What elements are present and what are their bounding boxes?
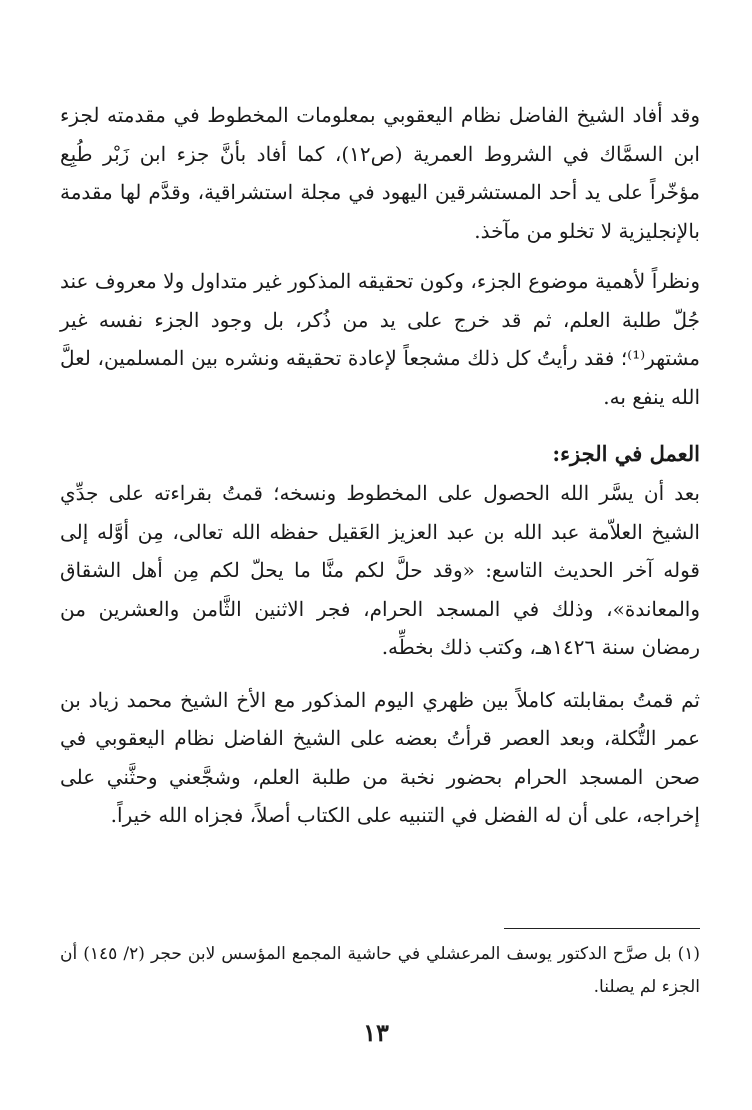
paragraph-2-text: ونظراً لأهمية موضوع الجزء، وكون تحقيقه المذكور غير متداول ولا معروف عند جُلّ طلبة العلم، ثم قد خرج على يد من ذُكر، بل وجود الجزء نفسه غير مشتهر⁽¹⁾؛ فقد رأيتُ كل ذلك مشجعاً لإعادة تحقيقه ونشره بين المسلمين، لعلَّ الله ينفع به. bbox=[60, 269, 701, 409]
paragraph-1-text: وقد أفاد الشيخ الفاضل نظام اليعقوبي بمعلومات المخطوط في مقدمته لجزء ابن السمَّاك في الشروط العمرية (ص١٢)، كما أفاد بأنَّ جزء ابن زَبْر طُبِع مؤخّراً على يد أحد المستشرقين اليهود في مجلة استشراقية، وقدَّم لها مقدمة بالإنجليزية لا تخلو من مآخذ. bbox=[60, 103, 700, 243]
paragraph-4 bbox=[60, 681, 700, 835]
page-body bbox=[60, 96, 700, 835]
paragraph-1 bbox=[60, 96, 700, 250]
footnote bbox=[60, 938, 700, 1004]
paragraph-4-text: ثم قمتُ بمقابلته كاملاً بين ظهري اليوم المذكور مع الأخ الشيخ محمد زياد بن عمر التُّكلة، وبعد العصر قرأتُ بعضه على الشيخ الفاضل نظام اليعقوبي في صحن المسجد الحرام بحضور نخبة من طلبة العلم، وشجَّعني وحثَّني على إخراجه، على أن له الفضل في التنبيه على الكتاب أصلاً، فجزاه الله خيراً. bbox=[60, 687, 700, 827]
section-heading: العمل في الجزء: bbox=[552, 441, 700, 466]
paragraph-2 bbox=[60, 262, 700, 416]
footnote-separator bbox=[504, 928, 700, 929]
paragraph-3-text: بعد أن يسَّر الله الحصول على المخطوط ونسخه؛ قمتُ بقراءته على جدِّي الشيخ العلاّمة عبد الله بن عبد العزيز العَقيل حفظه الله تعالى، مِن أوَّله إلى قوله آخر الحديث التاسع: «وقد حلَّ لكم منَّا ما يحلّ لكم مِن أهل الشقاق والمعاندة»، وذلك في المسجد الحرام، فجر الاثنين الثَّامن والعشرين من رمضان سنة ١٤٢٦هـ، وكتب ذلك بخطِّه. bbox=[60, 481, 700, 659]
paragraph-3 bbox=[60, 474, 700, 667]
footnote-text: (١) بل صرَّح الدكتور يوسف المرعشلي في حاشية المجمع المؤسس لابن حجر (٢/ ١٤٥) أن الجزء لم يصلنا. bbox=[60, 944, 700, 997]
page-number: ١٣ bbox=[363, 1018, 389, 1047]
